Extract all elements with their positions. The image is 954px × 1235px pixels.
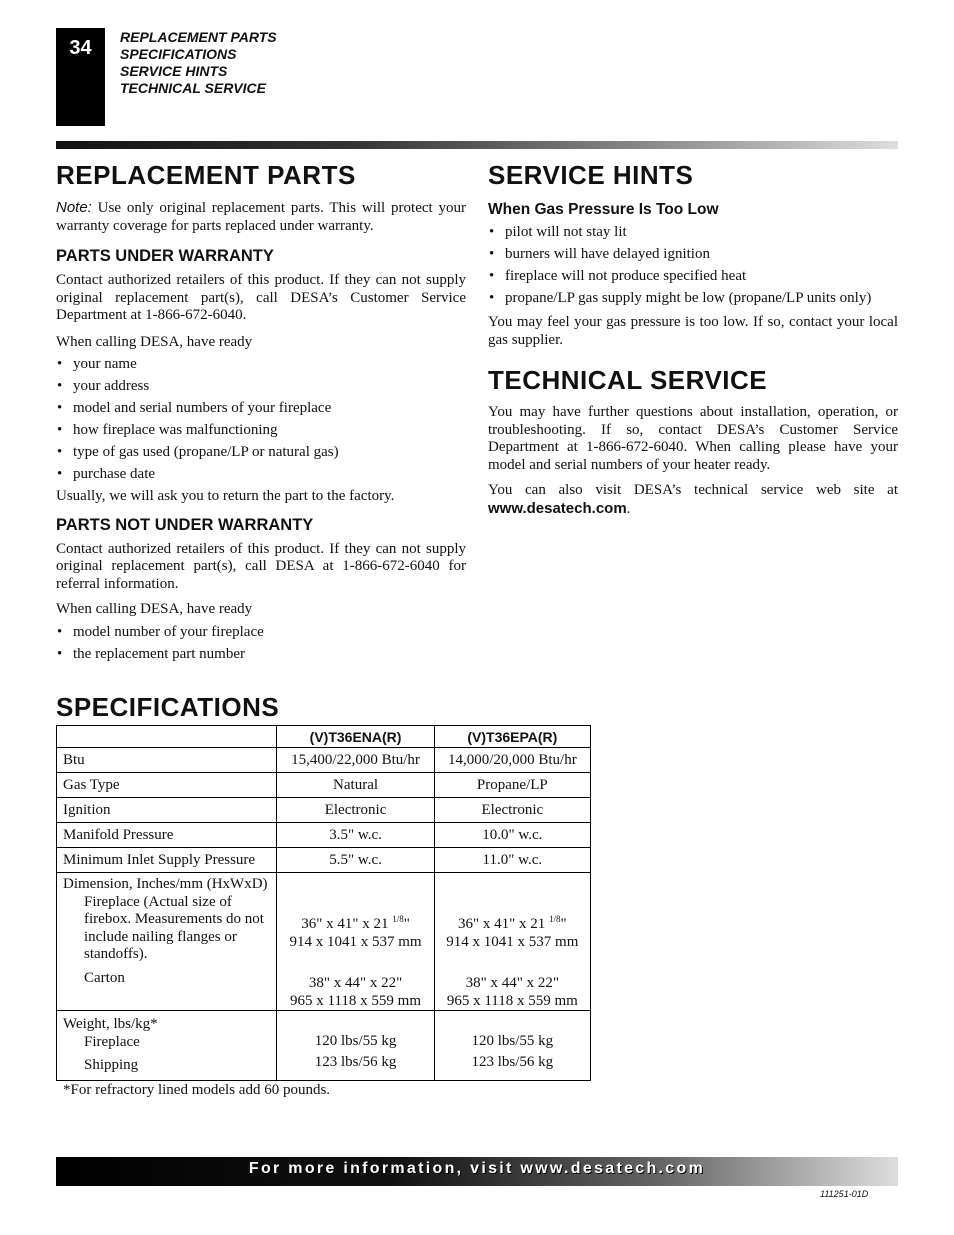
replacement-parts-section [56,160,466,665]
topic-item: TECHNICAL SERVICE [120,80,266,96]
gas-pressure-subtitle: When Gas Pressure Is Too Low [488,201,719,218]
website-paragraph [488,482,898,518]
row-label: Minimum Inlet Supply Pressure [57,848,277,873]
dim-fireplace-mm: 914 x 1041 x 537 mm [289,933,422,950]
dim-fireplace-in: 36" x 41" x 21 $^{1/8}$" [301,914,410,932]
not-under-warranty-paragraph: Contact authorized retailers of this product. If they can not supply original replacement part(s), call DESA at 1-866-672-6040 for referral information. [56,540,466,592]
list-item: • purchase date [56,463,466,485]
list-item: • your name [56,353,466,375]
website-intro: You can also visit DESA’s technical service web site at [488,482,898,498]
dim-carton-in: 38" x 44" x 22" [308,975,403,991]
note-paragraph [56,199,466,235]
dimension-carton-label: Carton [84,969,125,986]
header-divider [56,141,898,149]
table-cell: Natural [277,773,434,798]
list-item: • burners will have delayed ignition [488,243,898,265]
website-link[interactable]: www.desatech.com [488,499,627,517]
row-label [57,1011,277,1081]
table-cell: 11.0" w.c. [434,848,590,873]
list-item: • how fireplace was malfunctioning [56,419,466,441]
under-warranty-calling: When calling DESA, have ready [56,333,253,350]
technical-service-title: TECHNICAL SERVICE [488,365,768,395]
weight-shipping: 123 lbs/56 kg [471,1054,554,1070]
dim-fireplace-mm: 914 x 1041 x 537 mm [446,933,579,950]
topic-item: SPECIFICATIONS [120,46,237,62]
under-warranty-paragraph: Contact authorized retailers of this product. If they can not supply original replacement part(s), call DESA’s Customer Service Department at 1-866-672-6040. [56,272,466,323]
gas-pressure-paragraph: You may feel your gas pressure is too low. If so, contact your local gas supplier. [488,314,898,348]
table-cell: Electronic [434,798,590,823]
fraction: 1/8 [392,914,404,924]
list-item: • type of gas used (propane/LP or natural gas) [56,441,466,463]
parts-under-warranty-title: PARTS UNDER WARRANTY [56,247,274,265]
gas-pressure-list [488,221,898,309]
parts-not-under-warranty-title: PARTS NOT UNDER WARRANTY [56,515,314,534]
row-label: Manifold Pressure [57,823,277,848]
table-row [57,823,591,848]
table-cell: 5.5" w.c. [277,848,434,873]
service-hints-title: SERVICE HINTS [488,160,694,190]
weight-shipping: 123 lbs/56 kg [314,1054,397,1070]
list-item: • model number of your fireplace [56,621,466,643]
column-header: (V)T36EPA(R) [434,726,590,748]
specifications-table [56,725,591,1081]
not-under-warranty-list [56,621,466,665]
weight-fireplace: 120 lbs/55 kg [314,1033,397,1049]
table-cell [434,873,590,1011]
table-header-row [57,726,591,748]
topic-item: SERVICE HINTS [120,63,228,79]
fraction: 1/8 [549,914,561,924]
header-empty-cell [57,726,277,748]
table-cell: 3.5" w.c. [277,823,434,848]
document-code: 111251-01D [820,1189,869,1199]
footer-text: For more information, visit www.desatech.com [248,1160,706,1177]
table-row [57,773,591,798]
list-item: • your address [56,375,466,397]
list-item: • pilot will not stay lit [488,221,898,243]
table-row [57,748,591,773]
table-row [57,848,591,873]
row-label [57,873,277,1011]
topic-item: REPLACEMENT PARTS [120,29,277,45]
table-cell [277,873,434,1011]
technical-service-paragraph: You may have further questions about installation, operation, or troubleshooting. If so, contact DESA’s Customer Service Department at 1-866-672-6040. When calling please have your model and serial numbers of your heater ready. [488,404,898,473]
list-item: • fireplace will not produce specified heat [488,265,898,287]
list-item: • model and serial numbers of your fireplace [56,397,466,419]
dimension-fireplace-label: Fireplace (Actual size of firebox. Measurements do not include nailing flanges or standoffs). [84,893,264,962]
table-cell: 10.0" w.c. [434,823,590,848]
weight-fireplace: 120 lbs/55 kg [471,1033,554,1049]
table-cell [434,1011,590,1081]
website-period: . [626,500,631,517]
table-cell: 15,400/22,000 Btu/hr [277,748,434,773]
under-warranty-list [56,353,466,485]
note-label: Note: [56,199,92,216]
row-label: Btu [57,748,277,773]
table-cell [277,1011,434,1081]
page-number: 34 [69,37,92,59]
weight-label: Weight, lbs/kg* [63,1016,158,1032]
dim-carton-mm: 965 x 1118 x 559 mm [290,992,422,1009]
replacement-parts-title: REPLACEMENT PARTS [56,160,356,190]
specifications-title: SPECIFICATIONS [56,692,280,722]
table-row-dimension [57,873,591,1011]
under-warranty-closing: Usually, we will ask you to return the part to the factory. [56,488,395,504]
table-cell: Propane/LP [434,773,590,798]
list-item: • the replacement part number [56,643,466,665]
page-number-tab [56,28,105,126]
table-row-weight [57,1011,591,1081]
note-text: Use only original replacement parts. This will protect your warranty coverage for parts replaced under warranty. [56,200,466,234]
row-label: Ignition [57,798,277,823]
dim-carton-mm: 965 x 1118 x 559 mm [446,992,578,1009]
service-section [488,160,898,518]
table-cell: Electronic [277,798,434,823]
column-header: (V)T36ENA(R) [277,726,434,748]
footer-bar [56,1157,898,1186]
list-item: • propane/LP gas supply might be low (propane/LP units only) [488,287,898,309]
weight-fireplace-label: Fireplace [84,1034,140,1050]
table-cell: 14,000/20,000 Btu/hr [434,748,590,773]
table-row [57,798,591,823]
dim-fireplace-in: 36" x 41" x 21 $^{1/8}$" [458,914,567,932]
specifications-footnote: *For refractory lined models add 60 pounds. [63,1082,331,1098]
section-topics [120,29,277,97]
dim-carton-in: 38" x 44" x 22" [465,975,560,991]
not-under-warranty-calling: When calling DESA, have ready [56,601,253,617]
row-label: Gas Type [57,773,277,798]
weight-shipping-label: Shipping [84,1057,139,1073]
dimension-label: Dimension, Inches/mm (HxWxD) [63,876,268,892]
